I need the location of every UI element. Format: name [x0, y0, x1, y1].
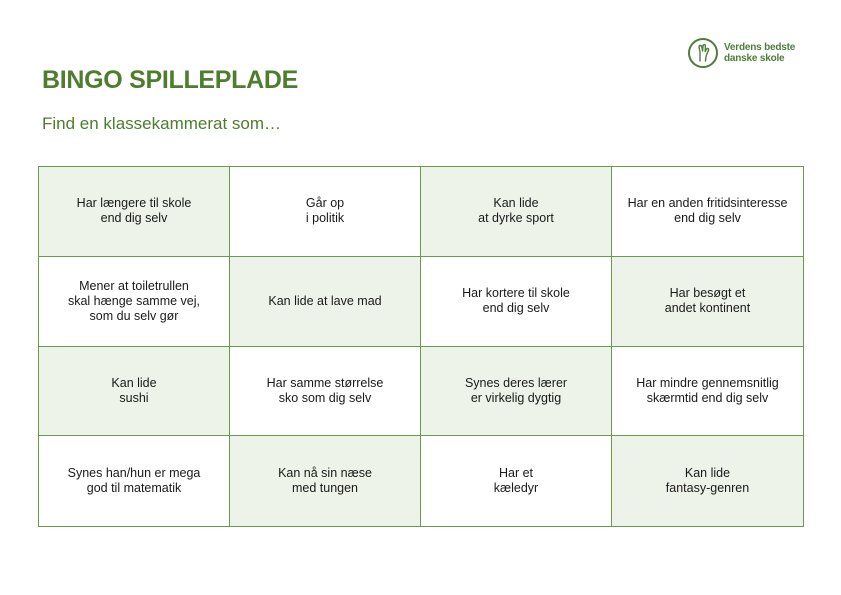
- hand-icon: [688, 38, 718, 68]
- logo-wordmark: [724, 42, 795, 64]
- bingo-cell-13[interactable]: Synes han/hun er mega god til matematik: [39, 436, 230, 526]
- bingo-cell-1[interactable]: Har længere til skole end dig selv: [39, 167, 230, 257]
- bingo-board: [38, 166, 804, 527]
- bingo-cell-12[interactable]: Har mindre gennemsnitlig skærmtid end dig selv: [612, 347, 803, 437]
- bingo-cell-11[interactable]: Synes deres lærer er virkelig dygtig: [421, 347, 612, 437]
- bingo-cell-15[interactable]: Har et kæledyr: [421, 436, 612, 526]
- bingo-cell-4[interactable]: Har en anden fritidsinteresse end dig selv: [612, 167, 803, 257]
- bingo-cell-5[interactable]: Mener at toiletrullen skal hænge samme vej, som du selv gør: [39, 257, 230, 347]
- bingo-cell-9[interactable]: Kan lide sushi: [39, 347, 230, 437]
- bingo-cell-10[interactable]: Har samme størrelse sko som dig selv: [230, 347, 421, 437]
- logo-line-2: danske skole: [724, 53, 785, 64]
- bingo-cell-8[interactable]: Har besøgt et andet kontinent: [612, 257, 803, 347]
- school-logo: [688, 38, 795, 68]
- bingo-cell-14[interactable]: Kan nå sin næse med tungen: [230, 436, 421, 526]
- bingo-cell-16[interactable]: Kan lide fantasy-genren: [612, 436, 803, 526]
- page-title: BINGO SPILLEPLADE: [42, 66, 299, 94]
- page-subtitle: Find en klassekammerat som…: [42, 114, 282, 133]
- bingo-cell-2[interactable]: Går op i politik: [230, 167, 421, 257]
- bingo-cell-7[interactable]: Har kortere til skole end dig selv: [421, 257, 612, 347]
- bingo-cell-3[interactable]: Kan lide at dyrke sport: [421, 167, 612, 257]
- bingo-cell-6[interactable]: Kan lide at lave mad: [230, 257, 421, 347]
- logo-line-1: Verdens bedste: [724, 42, 796, 53]
